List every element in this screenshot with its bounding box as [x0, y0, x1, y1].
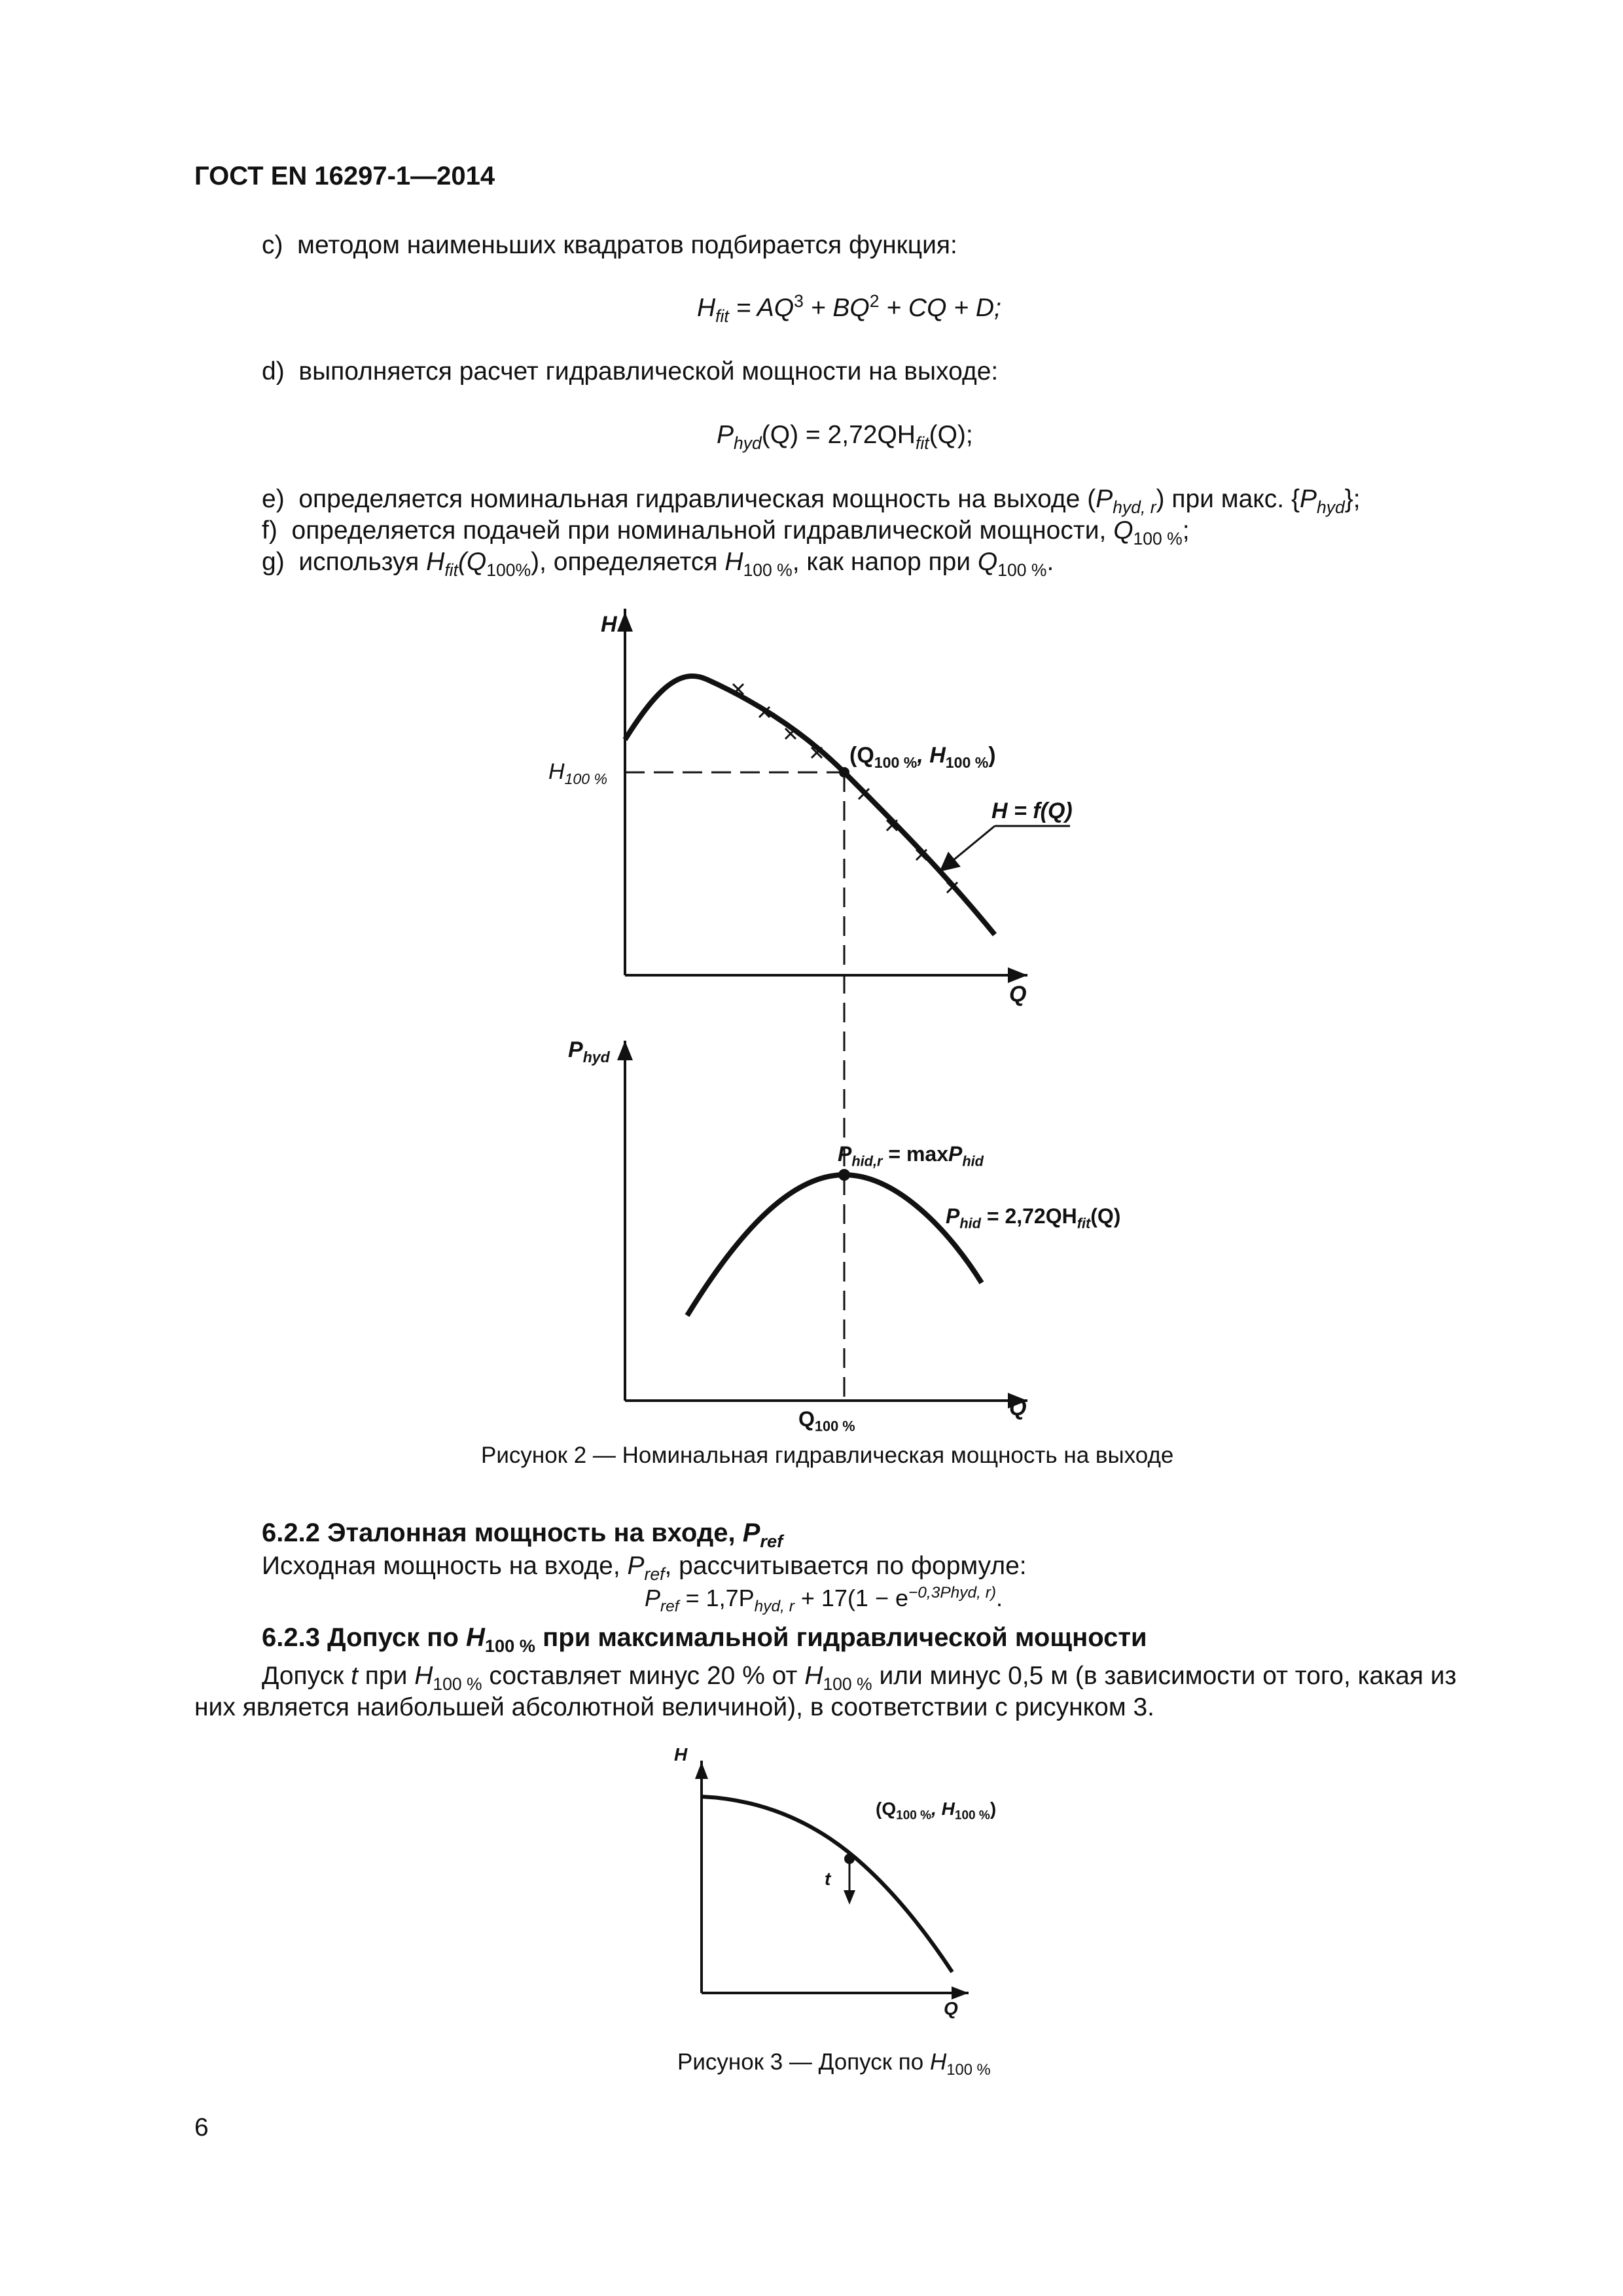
- figure-2-caption: Рисунок 2 — Номинальная гидравлическая мощность на выходе: [481, 1443, 1174, 1468]
- p-axis-arrow: [617, 1041, 633, 1060]
- fig3-t-label: t: [825, 1869, 831, 1889]
- fig3-h-axis-label: H: [674, 1744, 688, 1765]
- step-f: f) определяется подачей при номинальной гидравлической мощности, $Q_{100 \%}$;: [262, 516, 1190, 548]
- step-c-text: методом наименьших квадратов подбирается функция:: [297, 231, 957, 259]
- step-d-marker: d): [262, 357, 285, 386]
- step-e: e) определяется номинальная гидравлическая мощность на выходе $(P_{hyd, r})$ при макс. $\{P_{hyd}\}$;: [262, 485, 1361, 517]
- f3-q-axis-arrow: [952, 1986, 969, 2000]
- step-c-marker: c): [262, 231, 283, 259]
- operating-point-marker: [839, 767, 849, 778]
- fig2-operating-point-label: ($Q_{100 \%}$, $H_{100 \%}$): [849, 743, 996, 771]
- curve-label-pointer: [942, 826, 995, 869]
- page-number: 6: [194, 2113, 209, 2142]
- formula-pref: $P_{ref} = 1,7P_{hyd, r} + 17(1 - e^{-0,3Phyd, r)}$.: [645, 1584, 1003, 1616]
- f3-tolerance-arrow-head: [844, 1890, 855, 1905]
- f3-h-axis-arrow: [695, 1762, 708, 1779]
- h-curve: [625, 676, 995, 935]
- fig3-operating-point-label: ($Q_{100 \%}$, $H_{100 \%}$): [876, 1799, 997, 1823]
- section-622-heading: 6.2.2 Эталонная мощность на входе, $P_{ref}$: [262, 1518, 783, 1551]
- step-d-text: выполняется расчет гидравлической мощности на выходе:: [298, 357, 999, 386]
- fig2-p-axis-label: $P_{hyd}$: [568, 1037, 610, 1066]
- max-power-marker: [838, 1169, 850, 1181]
- formula-hfit: $H_{fit} = AQ^3 + BQ^2$ + CQ + D;: [697, 291, 1001, 326]
- section-623-line1: Допуск t при $H_{100 \%}$ составляет минус 20 % от $H_{100 \%}$ или минус 0,5 м (в зависимости от того, какая из: [262, 1662, 1457, 1694]
- fig3-q-axis-label: Q: [944, 1998, 958, 2018]
- fig2-q100-label: $Q_{100 \%}$: [798, 1407, 855, 1435]
- fig2-q-axis-label-top: Q: [1009, 982, 1027, 1007]
- section-623-heading: 6.2.3 Допуск по $H_{100 \%}$ при максимальной гидравлической мощности: [262, 1623, 1147, 1656]
- step-g: g) используя $H_{fit}(Q_{100\%})$, определяется $H_{100 \%}$, как напор при $Q_{100 \%}$.: [262, 548, 1054, 580]
- formula-phyd: $P_{hyd}(Q) = 2,72QH_{fit}(Q)$;: [717, 421, 973, 453]
- figure-2-top-graph: [617, 609, 1070, 1401]
- fig2-curve-label: H = f(Q): [991, 798, 1073, 823]
- fig2-h-axis-label: H: [601, 612, 617, 637]
- figure-3-caption: Рисунок 3 — Допуск по $H_{100 \%}$: [677, 2049, 991, 2079]
- q-axis-arrow: [1008, 967, 1027, 983]
- fig2-max-power-label: $P_{hid,r} = \max P_{hid}$: [838, 1142, 984, 1170]
- figure-3-graph: [695, 1761, 969, 2000]
- fig2-p-curve-label: $P_{hid} = 2,72QH_{fit}(Q)$: [946, 1204, 1121, 1232]
- fig2-h100-label: $H_{100 \%}$: [548, 759, 608, 787]
- p-curve: [687, 1175, 982, 1316]
- section-622-body: Исходная мощность на входе, $P_{ref}$, рассчитывается по формуле:: [262, 1552, 1027, 1584]
- section-623-line2: них является наибольшей абсолютной величиной), в соответствии с рисунком 3.: [194, 1693, 1154, 1721]
- fig2-q-axis-label-bottom: Q: [1009, 1395, 1027, 1420]
- document-header: ГОСТ EN 16297-1—2014: [194, 162, 495, 190]
- h-axis-arrow: [617, 612, 633, 632]
